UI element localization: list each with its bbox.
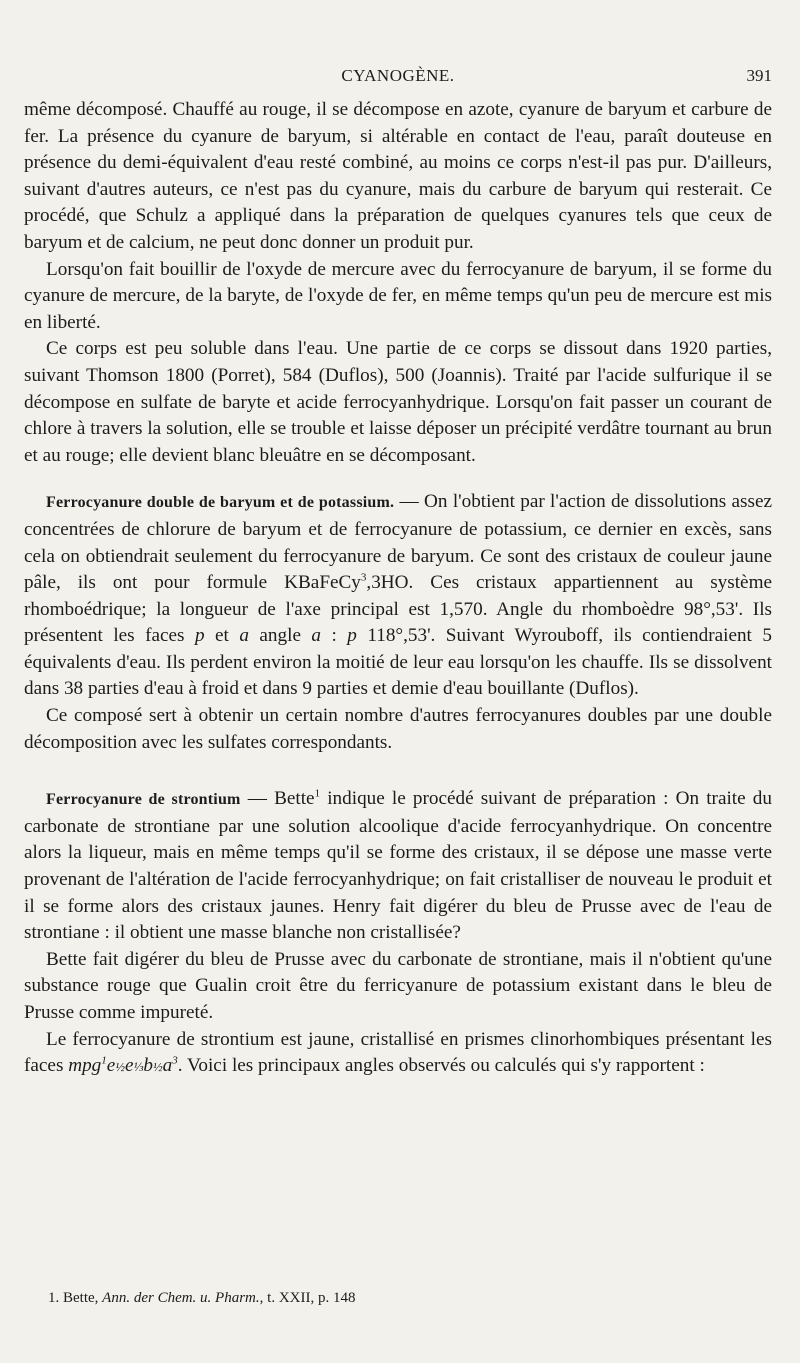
paragraph-bette: Bette fait digérer du bleu de Prusse avec du carbonate de strontiane, mais il n'obtient qu'une substance rouge que Gualin croit être du ferricyanure de potassium existant dans le bleu de Prusse comme impureté. (24, 948, 772, 1023)
page-header (24, 62, 772, 90)
running-title: CYANOGÈNE. (341, 66, 455, 85)
body-text (24, 97, 772, 1081)
footnote-marker: 1 (314, 787, 321, 800)
crystal-face-notation: $mpg^1e\frac{1}{2}e\frac{1}{3}b\frac{1}{2}a^3$ (68, 1054, 178, 1077)
section-heading: Ferrocyanure double de baryum et de potassium. (46, 494, 395, 512)
section-strontium: Ferrocyanure de strontium — Bette$^1$ indique le procédé suivant de préparation : On traite du carbonate de strontiane par une solution alcoolique d'acide ferrocyanhydrique. On concentre alors la liqueur, mais en même temps qu'il se forme des cristaux, il se dépose une masse verte provenant de l'altération de l'acide ferrocyanhydrique; on fait cristalliser de nouveau le produit et il se forme alors des cristaux jaunes. Henry fait digérer du bleu de Prusse avec de l'eau de strontiane : il obtient une masse blanche non cristallisée? (24, 787, 772, 944)
paragraph-double-decomposition: Ce composé sert à obtenir un certain nombre d'autres ferrocyanures doubles par une double décomposition avec les sulfates correspondants. (24, 705, 772, 753)
paragraph-crystal-faces: Le ferrocyanure de strontium est jaune, cristallisé en prismes clinorhombiques présentant les faces $mpg^1e\frac{1}{2}e\frac{1}{3}b\frac{1}{2}a^3$. Voici les principaux angles observés ou calculés qui s'y rapportent : (24, 1028, 772, 1077)
paragraph-solubility: Ce corps est peu soluble dans l'eau. Une partie de ce corps se dissout dans 1920 parties, suivant Thomson 1800 (Porret), 584 (Duflos), 500 (Joannis). Traité par l'acide sulfurique il se décompose en sulfate de baryte et acide ferrocyanhydrique. Lorsqu'on fait passer un courant de chlore à travers la solution, elle se trouble et laisse déposer un précipité verdâtre tournant au brun et au rouge; elle devient blanc bleuâtre en se décomposant. (24, 338, 772, 466)
paragraph-mercury: Lorsqu'on fait bouillir de l'oxyde de mercure avec du ferrocyanure de baryum, il se forme du cyanure de mercure, de la baryte, de l'oxyde de fer, en même temps qu'un peu de mercure est mis en liberté. (24, 258, 772, 333)
paragraph-continuation: même décomposé. Chauffé au rouge, il se décompose en azote, cyanure de baryum et carbure de fer. La présence du cyanure de baryum, si altérable en contact de l'eau, paraît douteuse en présence du demi-équivalent d'eau resté combiné, au moins ce corps n'est-il pas pur. D'ailleurs, suivant d'autres auteurs, ce n'est pas du cyanure, mais du carbure de baryum qui resterait. Ce procédé, que Schulz a appliqué dans la préparation de quelques cyanures tels que ceux de baryum et de calcium, ne peut donc donner un produit pur. (24, 99, 772, 253)
section-barium-potassium: Ferrocyanure double de baryum et de potassium. — On l'obtient par l'action de dissolutions assez concentrées de chlorure de baryum et de ferrocyanure de potassium, ce dernier en excès, sans cela on obtiendrait seulement du ferrocyanure de baryum. Ce sont des cristaux de couleur jaune pâle, ils ont pour formule KBaFeCy$^3$,3HO. Ces cristaux appartiennent au système rhomboédrique; la longueur de l'axe principal est 1,570. Angle du rhomboèdre 98°,53'. Ils présentent les faces p et a angle a : p 118°,53'. Suivant Wyrouboff, ils contiendraient 5 équivalents d'eau. Ils perdent environ la moitié de leur eau lorsqu'on les chauffe. Ils se dissolvent dans 38 parties d'eau à froid et dans 9 parties et demie d'eau bouillante (Duflos). (24, 491, 773, 700)
footnote: 1. Bette, Ann. der Chem. u. Pharm., t. XXII, p. 148 (48, 1290, 356, 1306)
page-number: 391 (746, 66, 772, 85)
section-heading: Ferrocyanure de strontium (46, 791, 241, 809)
